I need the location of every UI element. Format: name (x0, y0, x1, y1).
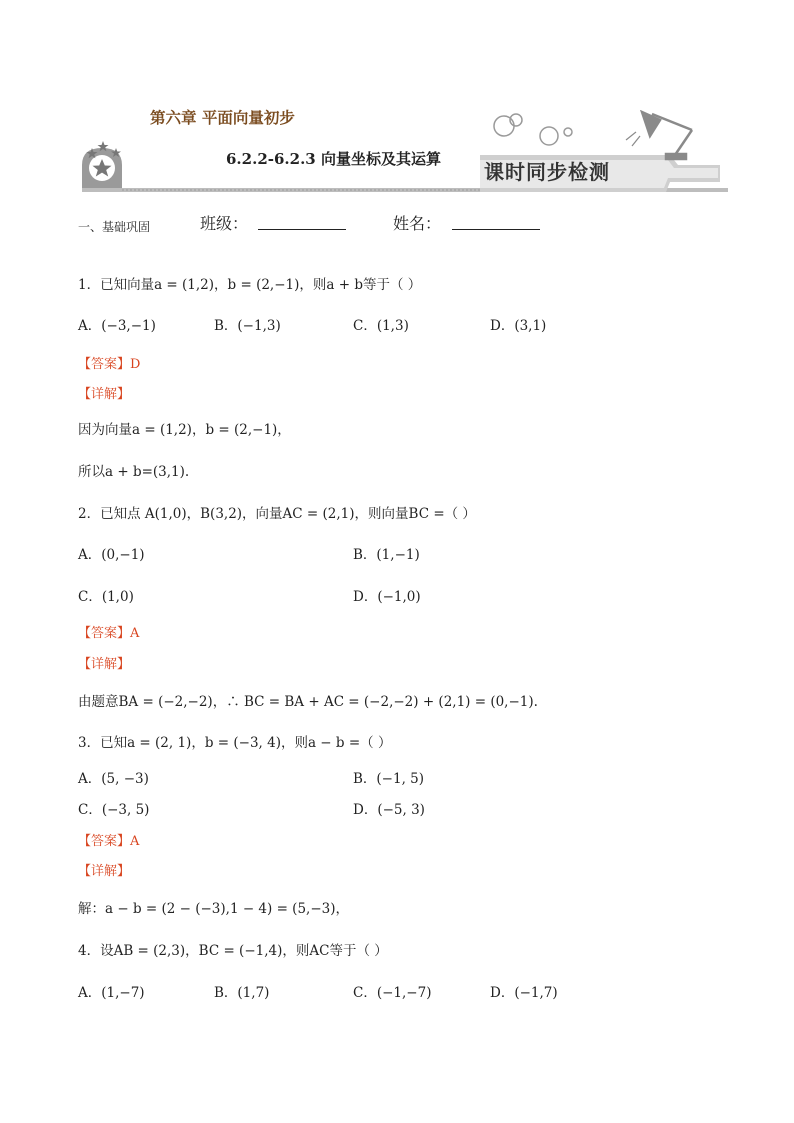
chapter-title: 第六章 平面向量初步 (150, 108, 295, 127)
q3-option-d: D．(−5, 3) (353, 802, 425, 818)
q2-detail-line-1: 由题意BA = (−2,−2)，∴ BC = BA + AC = (−2,−2) + (2,1) = (0,−1). (78, 694, 538, 710)
class-label: 班级： (200, 214, 249, 233)
q1-detail-line-2: 所以a + b=(3,1). (78, 464, 190, 480)
q1-option-a: A．(−3,−1) (78, 318, 156, 334)
subsection-heading: 一、基础巩固 (78, 220, 151, 234)
bubbles-icon (494, 114, 572, 145)
question-1-stem: 1．已知向量a = (1,2)，b = (2,−1)，则a + b等于（ ） (78, 277, 422, 293)
q3-answer: 【答案】A (78, 834, 140, 849)
q4-option-d: D．(−1,7) (490, 985, 558, 1001)
name-label: 姓名： (393, 214, 442, 233)
question-4-stem: 4．设AB = (2,3)，BC = (−1,4)，则AC等于（ ） (78, 943, 388, 959)
q2-answer: 【答案】A (78, 626, 140, 641)
desk-lamp-icon (626, 112, 692, 159)
q1-answer: 【答案】D (78, 357, 141, 372)
q1-option-d: D．(3,1) (490, 318, 547, 334)
section-title: 6.2.2-6.2.3 向量坐标及其运算 (226, 150, 441, 168)
q1-option-b: B．(−1,3) (214, 318, 281, 334)
q3-option-b: B．(−1, 5) (353, 771, 425, 787)
q2-detail-label: 【详解】 (78, 657, 131, 672)
q1-detail-label: 【详解】 (78, 387, 131, 402)
q4-option-b: B．(1,7) (214, 985, 270, 1001)
q2-option-d: D．(−1,0) (353, 589, 421, 605)
banner-title: 课时同步检测 (484, 160, 610, 184)
q1-option-c: C．(1,3) (353, 318, 409, 334)
name-blank[interactable] (452, 229, 540, 230)
q1-detail-line-1: 因为向量a = (1,2)，b = (2,−1)， (78, 422, 291, 438)
question-2-stem: 2．已知点 A(1,0)，B(3,2)，向量AC = (2,1)，则向量BC =（ ） (78, 506, 476, 522)
q3-option-c: C．(−3, 5) (78, 802, 150, 818)
class-blank[interactable] (258, 229, 346, 230)
q3-detail-label: 【详解】 (78, 864, 131, 879)
question-3-stem: 3．已知a = (2, 1)，b = (−3, 4)，则a − b =（ ） (78, 735, 392, 751)
q4-option-c: C．(−1,−7) (353, 985, 432, 1001)
q4-option-a: A．(1,−7) (78, 985, 145, 1001)
q2-option-a: A．(0,−1) (78, 547, 145, 563)
star-badge-icon (82, 141, 122, 188)
q3-option-a: A．(5, −3) (78, 771, 149, 787)
q2-option-c: C．(1,0) (78, 589, 134, 605)
q3-detail-line-1: 解：a − b = (2 − (−3),1 − 4) = (5,−3)， (78, 901, 350, 917)
q2-option-b: B．(1,−1) (353, 547, 420, 563)
